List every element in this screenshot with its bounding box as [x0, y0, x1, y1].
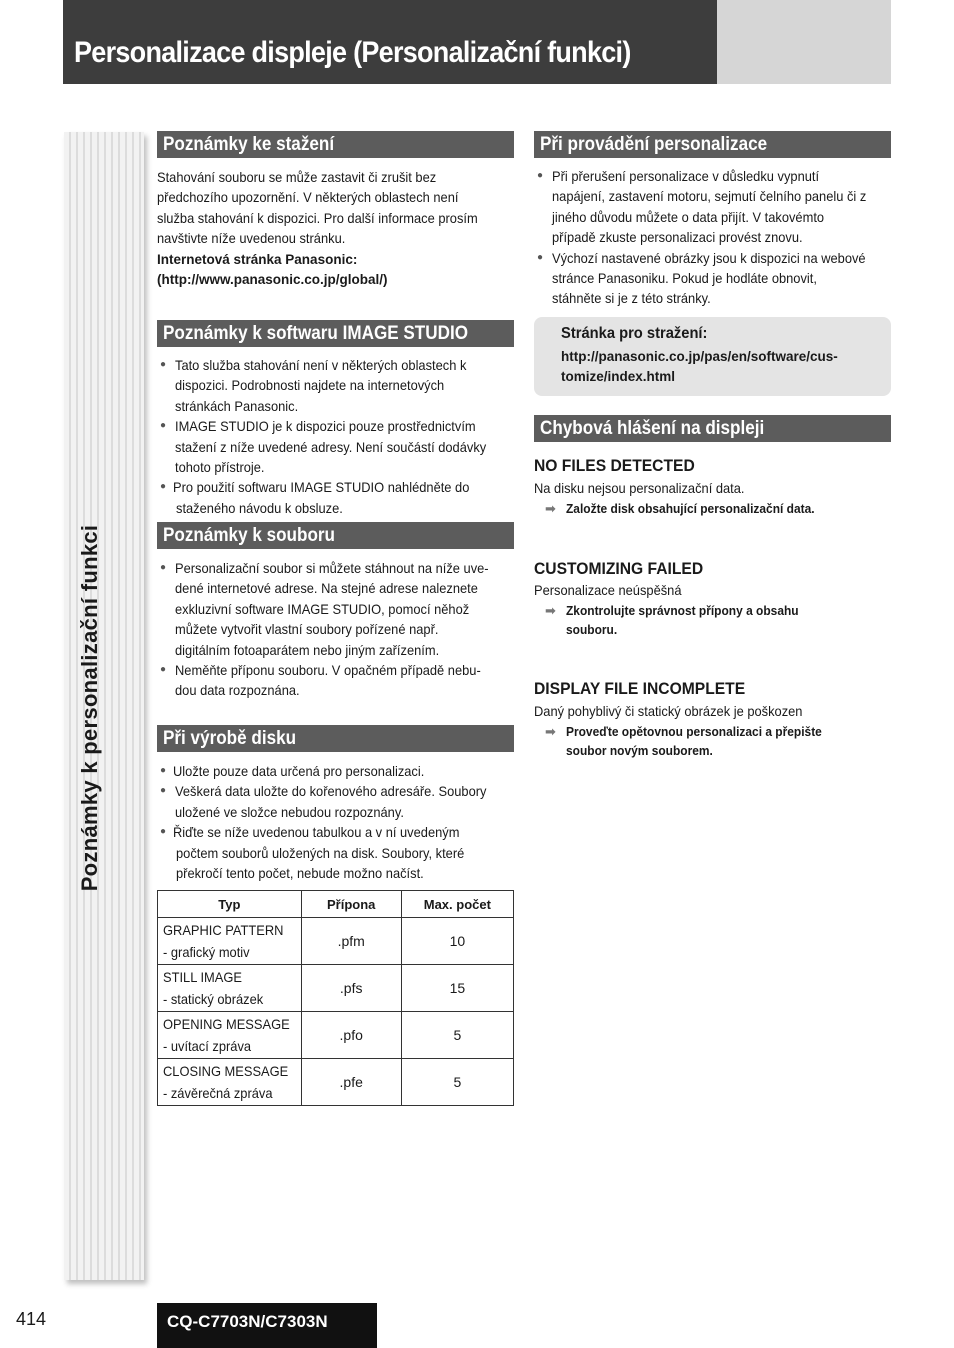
table-cell-type: STILL IMAGE - statický obrázek	[158, 965, 302, 1012]
page-number: 414	[16, 1309, 47, 1329]
arrow-right-icon: ➡	[545, 501, 556, 516]
error-description: Daný pohyblivý či statický obrázek je poškozen	[534, 703, 803, 719]
table-cell-max: 15	[401, 965, 513, 1012]
section-heading-download: Poznámky ke stažení	[157, 131, 514, 158]
table-cell-ext: .pfm	[301, 918, 401, 965]
disc-list	[157, 761, 514, 883]
side-tab-label: Poznámky k personalizační funkci	[77, 524, 102, 892]
section-heading-errors: Chybová hlášení na displeji	[534, 415, 891, 442]
download-text: Stahování souboru se může zastavit či zrušit bez předchozího upozornění. V některých oblastech není služba stahování k dispozici. Pro další informace prosím navštivte níže uvedenou stránku. Internetová stránka Panasonic: (http://www.panasonic.co.jp/global/)	[157, 167, 514, 290]
error-fix: ➡ Založte disk obsahující personalizační data.	[545, 500, 836, 519]
error-fix: ➡ Zkontrolujte správnost přípony a obsahu souboru.	[545, 603, 799, 637]
title-bar-accent	[717, 0, 891, 84]
table-cell-ext: .pfs	[301, 965, 401, 1012]
list-item: ● Pro použití softwaru IMAGE STUDIO nahlédněte do staženého návodu k obsluze.	[157, 477, 514, 518]
side-tab	[64, 132, 144, 1280]
list-item: ● Řiďte se níže uvedenou tabulkou a v ní uvedeným počtem souborů uložených na disk. Soubory, které překročí tento počet, nebude možno načíst.	[157, 822, 514, 883]
table-cell-ext: .pfe	[301, 1059, 401, 1106]
table-cell-max: 5	[401, 1059, 513, 1106]
download-site-label: Internetová stránka Panasonic:	[157, 251, 358, 267]
section-heading-personalization: Při provádění personalizace	[534, 131, 891, 158]
arrow-right-icon: ➡	[545, 603, 556, 618]
software-list	[157, 355, 514, 518]
file-limits-table	[157, 890, 514, 1106]
list-item: ● Personalizační soubor si můžete stáhnout na níže uve- dené internetové adrese. Na stejné adrese naleznete exkluzivní software IMAGE STUDIO, pomocí něhož můžete vytvořit vlastní soubory pořízené např. digitálním fotoaparátem nebo jiným zařízením.	[157, 558, 514, 660]
arrow-right-icon: ➡	[545, 724, 556, 739]
list-item: ● Výchozí nastavené obrázky jsou k dispozici na webové stránce Panasoniku. Pokud je hodláte obnovit, stáhněte si je z této stránky.	[534, 248, 894, 309]
section-heading-software: Poznámky k softwaru IMAGE STUDIO	[157, 320, 514, 347]
list-item: ● IMAGE STUDIO je k dispozici pouze prostřednictvím stažení z níže uvedené adresy. Není součástí dodávky tohoto přístroje.	[157, 416, 514, 477]
table-cell-type: CLOSING MESSAGE - závěrečná zpráva	[158, 1059, 302, 1106]
site-box-url: http://panasonic.co.jp/pas/en/software/cus- tomize/index.html	[561, 349, 838, 384]
download-site-url: (http://www.panasonic.co.jp/global/)	[157, 272, 388, 288]
error-title: NO FILES DETECTED	[534, 456, 695, 475]
list-item: ● Veškerá data uložte do kořenového adresáře. Soubory uložené ve složce nebudou rozpoznány.	[157, 781, 514, 822]
table-header: Přípona	[301, 891, 401, 918]
error-title: CUSTOMIZING FAILED	[534, 559, 704, 578]
list-item: ● Uložte pouze data určená pro personalizaci.	[157, 761, 514, 781]
table-row	[158, 1059, 514, 1106]
error-title: DISPLAY FILE INCOMPLETE	[534, 679, 746, 698]
table-row	[158, 965, 514, 1012]
list-item: ● Neměňte příponu souboru. V opačném případě nebu- dou data rozpoznána.	[157, 660, 514, 701]
table-row	[158, 1012, 514, 1059]
table-row	[158, 918, 514, 965]
error-description: Personalizace neúspěšná	[534, 582, 682, 598]
table-header: Typ	[158, 891, 302, 918]
personalization-list	[534, 166, 894, 309]
list-item: ● Při přerušení personalizace v důsledku vypnutí napájení, zastavení motoru, sejmutí čelního panelu či z jiného důvodu můžete o data přijít. V takovémto případě zkuste personalizaci provést znovu.	[534, 166, 894, 248]
file-list	[157, 558, 514, 701]
model-label: CQ-C7703N/C7303N	[157, 1303, 377, 1348]
site-box-label: Stránka pro stražení:	[561, 325, 708, 342]
table-cell-type: OPENING MESSAGE - uvítací zpráva	[158, 1012, 302, 1059]
list-item: ● Tato služba stahování není v některých oblastech k dispozici. Podrobnosti najdete na internetových stránkách Panasonic.	[157, 355, 514, 416]
section-heading-file: Poznámky k souboru	[157, 522, 514, 549]
table-cell-type: GRAPHIC PATTERN - grafický motiv	[158, 918, 302, 965]
table-header-row	[158, 891, 514, 918]
section-heading-disc: Při výrobě disku	[157, 725, 514, 752]
table-cell-ext: .pfo	[301, 1012, 401, 1059]
page-title: Personalizace displeje (Personalizační funkci)	[74, 36, 631, 69]
error-description: Na disku nejsou personalizační data.	[534, 480, 745, 496]
table-cell-max: 10	[401, 918, 513, 965]
table-cell-max: 5	[401, 1012, 513, 1059]
error-fix: ➡ Proveďte opětovnou personalizaci a přepište soubor novým souborem.	[545, 724, 822, 758]
table-header: Max. počet	[401, 891, 513, 918]
